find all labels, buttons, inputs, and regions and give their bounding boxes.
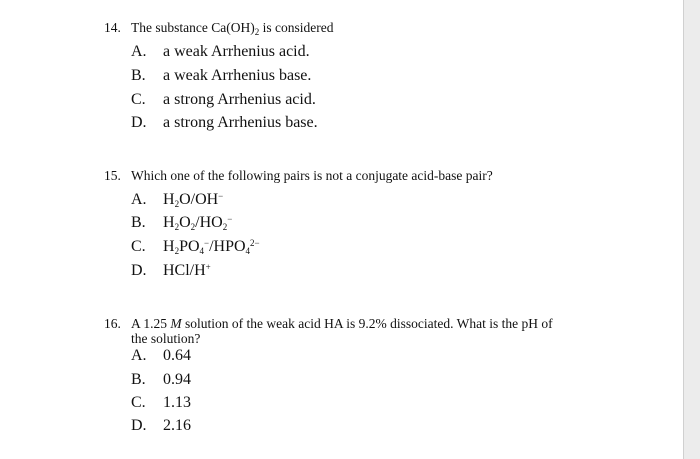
option-letter: B. [131, 371, 146, 388]
question-number: 16. [104, 316, 121, 331]
option-letter: D. [131, 262, 147, 279]
q15-option-b [0, 214, 683, 230]
option-formula [163, 262, 211, 280]
superscript: − [218, 191, 224, 201]
option-letter: A. [131, 347, 147, 364]
option-formula [163, 191, 223, 209]
question-text [131, 316, 671, 332]
option-text: a strong Arrhenius base. [163, 114, 318, 131]
formula-part: H [163, 238, 175, 255]
formula-part: O/OH [179, 191, 219, 208]
q15-option-c [0, 238, 683, 254]
option-formula [163, 214, 232, 232]
q15-option-d [0, 262, 683, 278]
option-letter: B. [131, 214, 146, 231]
subscript: 4 [199, 246, 205, 256]
option-letter: B. [131, 67, 146, 84]
option-letter: C. [131, 91, 146, 108]
q14-option-d [0, 114, 683, 130]
question-number: 14. [104, 20, 121, 35]
question-text-part: A 1.25 [131, 316, 171, 331]
option-text: 1.13 [163, 394, 191, 411]
q16-option-c [0, 394, 683, 410]
subscript: 2 [174, 199, 180, 209]
formula-part: O [179, 214, 191, 231]
option-text: 0.94 [163, 371, 191, 388]
option-text: 0.64 [163, 347, 191, 364]
question-text-part: The substance Ca(OH) [131, 20, 255, 35]
option-text: a strong Arrhenius acid. [163, 91, 316, 108]
subscript: 2 [222, 222, 228, 232]
question-text-part: is considered [259, 20, 334, 35]
formula-part: /HO [195, 214, 223, 231]
subscript: 2 [190, 222, 196, 232]
subscript: 4 [245, 246, 251, 256]
option-text: a weak Arrhenius acid. [163, 43, 310, 60]
molarity-symbol: M [170, 316, 182, 331]
formula-part: /HPO [209, 238, 246, 255]
q14-option-c [0, 91, 683, 107]
q16-option-b [0, 371, 683, 387]
formula-part: HCl/H [163, 262, 206, 279]
superscript: − [204, 238, 210, 248]
formula-part: H [163, 191, 175, 208]
option-letter: A. [131, 43, 147, 60]
q16-option-d [0, 417, 683, 433]
q16-option-a [0, 347, 683, 363]
option-text: a weak Arrhenius base. [163, 67, 312, 84]
question-text-continued: the solution? [131, 331, 201, 346]
option-letter: C. [131, 394, 146, 411]
option-letter: D. [131, 114, 147, 131]
q14-option-b [0, 67, 683, 83]
superscript: 2− [250, 238, 260, 248]
option-text: 2.16 [163, 417, 191, 434]
option-formula [163, 238, 260, 256]
question-text [131, 20, 581, 36]
superscript: − [227, 214, 233, 224]
question-text: Which one of the following pairs is not a conjugate acid-base pair? [131, 168, 493, 183]
formula-part: PO [179, 238, 200, 255]
question-number: 15. [104, 168, 121, 183]
subscript: 2 [254, 27, 260, 37]
q15-option-a [0, 191, 683, 207]
formula-part: H [163, 214, 175, 231]
superscript: + [205, 262, 211, 272]
option-letter: C. [131, 238, 146, 255]
option-letter: D. [131, 417, 147, 434]
subscript: 2 [174, 246, 180, 256]
q14-option-a [0, 43, 683, 59]
question-text-part: solution of the weak acid HA is 9.2% dissociated. What is the pH of [181, 316, 553, 331]
subscript: 2 [174, 222, 180, 232]
option-letter: A. [131, 191, 147, 208]
